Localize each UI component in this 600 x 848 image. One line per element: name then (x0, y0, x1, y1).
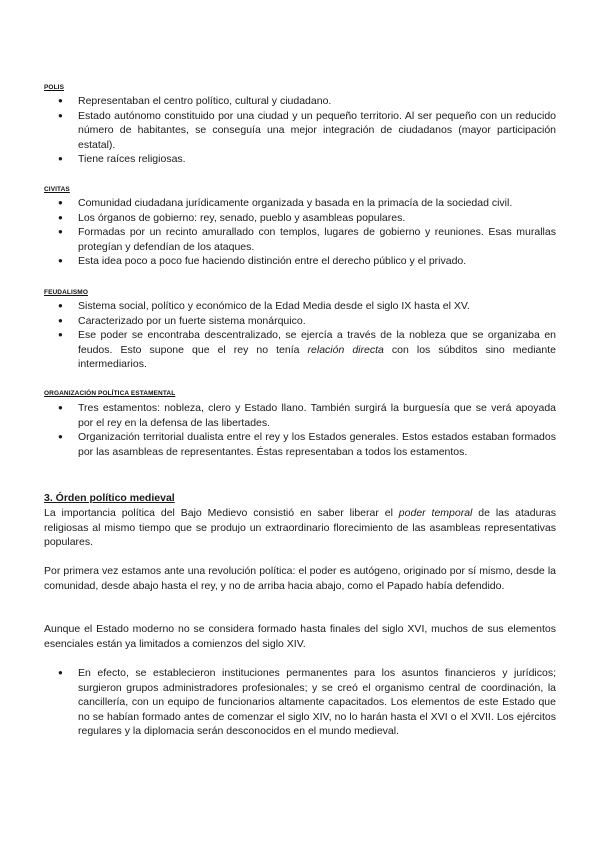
list-item: ● Tiene raíces religiosas. (44, 152, 556, 167)
section-heading: 3. Órden político medieval (44, 492, 175, 504)
list-estamental (44, 401, 556, 459)
paragraph (44, 506, 556, 550)
paragraph-text: La importancia política del Bajo Medievo consistió en saber liberar el (44, 507, 399, 519)
list-final (44, 666, 556, 739)
list-item: ● Comunidad ciudadana jurídicamente organizada y basada en la primacía de la sociedad civil. (44, 196, 556, 211)
section-label-feudalismo: FEUDALISMO (44, 289, 88, 296)
list-item: ● Caracterizado por un fuerte sistema monárquico. (44, 314, 556, 329)
list-item: ● Esta idea poco a poco fue haciendo distinción entre el derecho público y el privado. (44, 254, 556, 269)
paragraph: Aunque el Estado moderno no se considera formado hasta finales del siglo XVI, muchos de sus elementos esenciales están ya limitados a comienzos del siglo XIV. (44, 623, 556, 650)
list-item: ● Sistema social, político y económico de la Edad Media desde el siglo IX hasta el XV. (44, 299, 556, 314)
list-item: ● En efecto, se establecieron instituciones permanentes para los asuntos financieros y jurídicos; surgieron grupos administradores profesionales; y se creó el organismo central de coordinación, la cancillería, con un equipo de funcionarios altamente capacitados. Los elementos de este Estado que no se habían formado antes de comenzar el siglo XIV, no lo harán hasta el XVI o el XVII. Los ejércitos regulares y la diplomacia serán desconocidos en el mundo medieval. (44, 666, 556, 739)
list-item: ● Representaban el centro político, cultural y ciudadano. (44, 94, 556, 109)
paragraph-text: de las ataduras religiosas al mismo tiempo que se produjo un extraordinario florecimiento de las asambleas representativas populares. (44, 507, 556, 548)
list-polis (44, 94, 556, 167)
item-text: con los súbditos sino mediante intermediarios. (78, 343, 556, 370)
item-emphasis: relación directa (307, 343, 384, 356)
paragraph: Por primera vez estamos ante una revolución política: el poder es autógeno, originado por sí mismo, desde la comunidad, desde abajo hasta el rey, y no de arriba hacia abajo, como el Papado había defendido. (44, 565, 556, 592)
section-label-polis: POLIS (44, 84, 65, 91)
list-item: ● Estado autónomo constituido por una ciudad y un pequeño territorio. Al ser pequeño con un reducido número de habitantes, se conseguía una mejor integración de ciudadanos (mayor participación estatal). (44, 109, 556, 153)
paragraph-emphasis: poder temporal (398, 507, 473, 519)
section-label-estamental: ORGANIZACIÓN POLÍTICA ESTAMENTAL (44, 390, 176, 397)
list-feudalismo (44, 299, 556, 372)
section-label-civitas: CIVITAS (44, 186, 70, 193)
list-item (44, 328, 556, 372)
list-civitas (44, 196, 556, 269)
list-item: ● Tres estamentos: nobleza, clero y Estado llano. También surgirá la burguesía que se verá apoyada por el rey en la defensa de las libertades. (44, 401, 556, 430)
list-item: ● Organización territorial dualista entre el rey y los Estados generales. Estos estados estaban formados por las asambleas de representantes. Éstas representaban a todos los estamentos. (44, 430, 556, 459)
item-text: Ese poder se encontraba descentralizado, se ejercía a través de la nobleza que se organizaba en feudos. Esto supone que el rey no tenía (78, 329, 556, 356)
list-item: ● Formadas por un recinto amurallado con templos, lugares de gobierno y reuniones. Esas murallas protegían y defendían de los ataques. (44, 225, 556, 254)
list-item: ● Los órganos de gobierno: rey, senado, pueblo y asambleas populares. (44, 211, 556, 226)
